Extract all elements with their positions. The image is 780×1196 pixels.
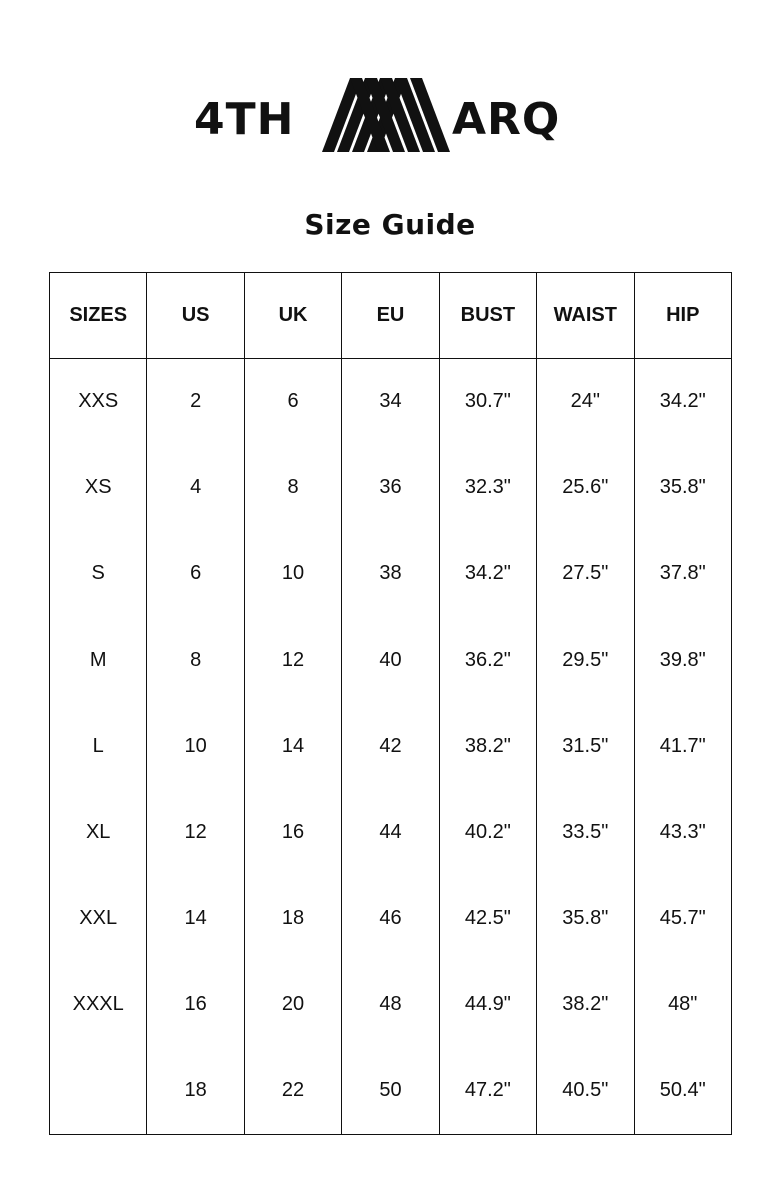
cell-hip: 48" [634, 962, 731, 1048]
brand-logo [0, 70, 780, 160]
cell-bust: 32.3" [439, 445, 536, 531]
cell-us: 18 [147, 1048, 244, 1134]
cell-eu: 46 [342, 876, 439, 962]
cell-size: XS [50, 445, 147, 531]
cell-uk: 20 [244, 962, 341, 1048]
cell-size: XL [50, 789, 147, 875]
page-title: Size Guide [304, 208, 476, 241]
cell-bust: 47.2" [439, 1048, 536, 1134]
header-uk: UK [244, 273, 341, 359]
stacked-m-stripes-icon [322, 78, 450, 152]
cell-bust: 34.2" [439, 531, 536, 617]
cell-eu: 38 [342, 531, 439, 617]
cell-bust: 42.5" [439, 876, 536, 962]
cell-size: M [50, 617, 147, 703]
header-sizes: SIZES [50, 273, 147, 359]
table-row [50, 445, 732, 531]
cell-hip: 41.7" [634, 703, 731, 789]
cell-us: 6 [147, 531, 244, 617]
cell-uk: 6 [244, 359, 341, 445]
cell-bust: 30.7" [439, 359, 536, 445]
cell-uk: 18 [244, 876, 341, 962]
header-eu: EU [342, 273, 439, 359]
cell-eu: 40 [342, 617, 439, 703]
table-header-row [50, 273, 732, 359]
cell-bust: 38.2" [439, 703, 536, 789]
cell-uk: 8 [244, 445, 341, 531]
cell-hip: 34.2" [634, 359, 731, 445]
cell-uk: 16 [244, 789, 341, 875]
table-row [50, 876, 732, 962]
table-row [50, 617, 732, 703]
cell-us: 4 [147, 445, 244, 531]
cell-hip: 39.8" [634, 617, 731, 703]
cell-size: XXL [50, 876, 147, 962]
cell-uk: 10 [244, 531, 341, 617]
table-row [50, 962, 732, 1048]
cell-eu: 44 [342, 789, 439, 875]
brand-right-text: ARQ [452, 94, 561, 145]
cell-us: 2 [147, 359, 244, 445]
cell-waist: 29.5" [537, 617, 634, 703]
cell-size: L [50, 703, 147, 789]
cell-waist: 27.5" [537, 531, 634, 617]
cell-us: 14 [147, 876, 244, 962]
table-row [50, 531, 732, 617]
header-hip: HIP [634, 273, 731, 359]
cell-size: XXXL [50, 962, 147, 1048]
cell-waist: 38.2" [537, 962, 634, 1048]
cell-hip: 35.8" [634, 445, 731, 531]
cell-us: 8 [147, 617, 244, 703]
cell-hip: 50.4" [634, 1048, 731, 1134]
cell-size: XXS [50, 359, 147, 445]
cell-eu: 42 [342, 703, 439, 789]
cell-size [50, 1048, 147, 1134]
cell-waist: 31.5" [537, 703, 634, 789]
cell-us: 12 [147, 789, 244, 875]
cell-size: S [50, 531, 147, 617]
table-row [50, 703, 732, 789]
cell-hip: 43.3" [634, 789, 731, 875]
cell-uk: 12 [244, 617, 341, 703]
cell-bust: 44.9" [439, 962, 536, 1048]
cell-hip: 37.8" [634, 531, 731, 617]
table-row [50, 789, 732, 875]
cell-waist: 25.6" [537, 445, 634, 531]
table-row [50, 359, 732, 445]
cell-eu: 48 [342, 962, 439, 1048]
table-row [50, 1048, 732, 1134]
cell-eu: 34 [342, 359, 439, 445]
cell-waist: 24" [537, 359, 634, 445]
header-us: US [147, 273, 244, 359]
table-body [50, 359, 732, 1135]
cell-us: 10 [147, 703, 244, 789]
header-bust: BUST [439, 273, 536, 359]
cell-uk: 22 [244, 1048, 341, 1134]
cell-waist: 33.5" [537, 789, 634, 875]
size-guide-table [49, 272, 732, 1135]
cell-bust: 40.2" [439, 789, 536, 875]
cell-us: 16 [147, 962, 244, 1048]
cell-waist: 35.8" [537, 876, 634, 962]
header-waist: WAIST [537, 273, 634, 359]
brand-left-text: 4TH [194, 94, 295, 145]
cell-bust: 36.2" [439, 617, 536, 703]
cell-eu: 36 [342, 445, 439, 531]
cell-uk: 14 [244, 703, 341, 789]
cell-waist: 40.5" [537, 1048, 634, 1134]
cell-hip: 45.7" [634, 876, 731, 962]
cell-eu: 50 [342, 1048, 439, 1134]
